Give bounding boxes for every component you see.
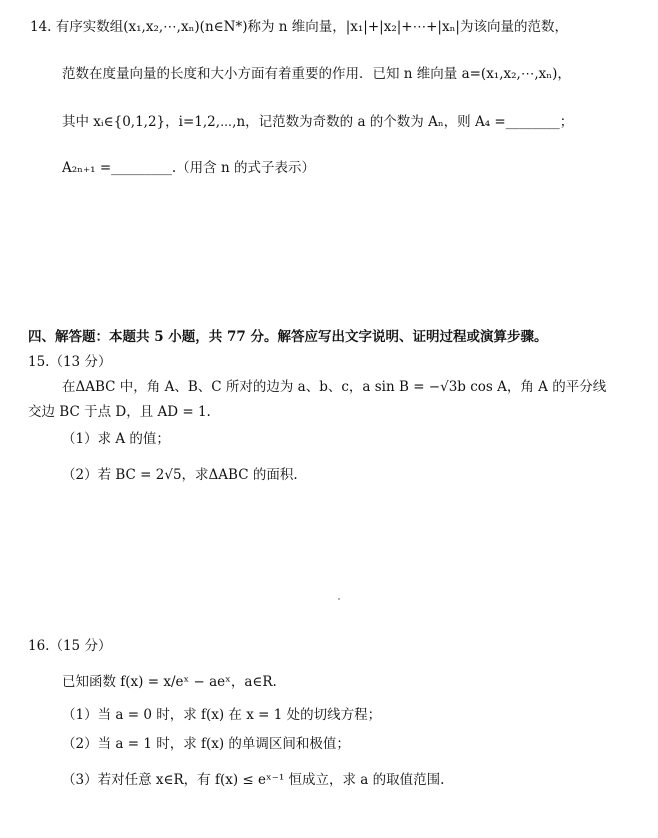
q14-line-2: 范数在度量向量的长度和大小方面有着重要的作用．已知 n 维向量 a=(x₁,x₂,⋯,xₙ)， [62, 66, 571, 82]
q15-part-2: （2）若 BC = 2√5，求ΔABC 的面积. [62, 467, 298, 483]
q16-part-1: （1）当 a = 0 时，求 f(x) 在 x = 1 处的切线方程； [62, 707, 382, 723]
q15-stem-line-2: 交边 BC 于点 D，且 AD = 1. [28, 404, 211, 420]
q15-stem-line-1: 在ΔABC 中，角 A、B、C 所对的边为 a、b、c，a sin B = −√3b cos A，角 A 的平分线 [62, 379, 607, 395]
q14-line-3: 其中 xᵢ∈{0,1,2}，i=1,2,⋯,n，记范数为奇数的 a 的个数为 Aₙ，则 A₄ =________； [62, 114, 574, 130]
q16-part-2: （2）当 a = 1 时，求 f(x) 的单调区间和极值； [62, 736, 350, 752]
q14-line-1: 14. 有序实数组(x₁,x₂,⋯,xₙ)(n∈N*)称为 n 维向量，|x₁|+|x₂|+⋯+|xₙ|为该向量的范数， [30, 19, 568, 35]
q15-part-1: （1）求 A 的值； [62, 431, 170, 447]
q15-title: 15.（13 分） [28, 354, 112, 370]
scan-speck [338, 598, 340, 600]
section-heading: 四、解答题：本题共 5 小题，共 77 分。解答应写出文字说明、证明过程或演算步骤。 [28, 329, 548, 345]
q16-title: 16.（15 分） [28, 638, 112, 654]
q16-part-3: （3）若对任意 x∈R，有 f(x) ≤ eˣ⁻¹ 恒成立，求 a 的取值范围. [62, 772, 445, 788]
q14-line-4: A₂ₙ₊₁ =_________.（用含 n 的式子表示） [62, 160, 315, 176]
q16-stem: 已知函数 f(x) = x/eˣ − aeˣ，a∈R. [62, 674, 277, 690]
